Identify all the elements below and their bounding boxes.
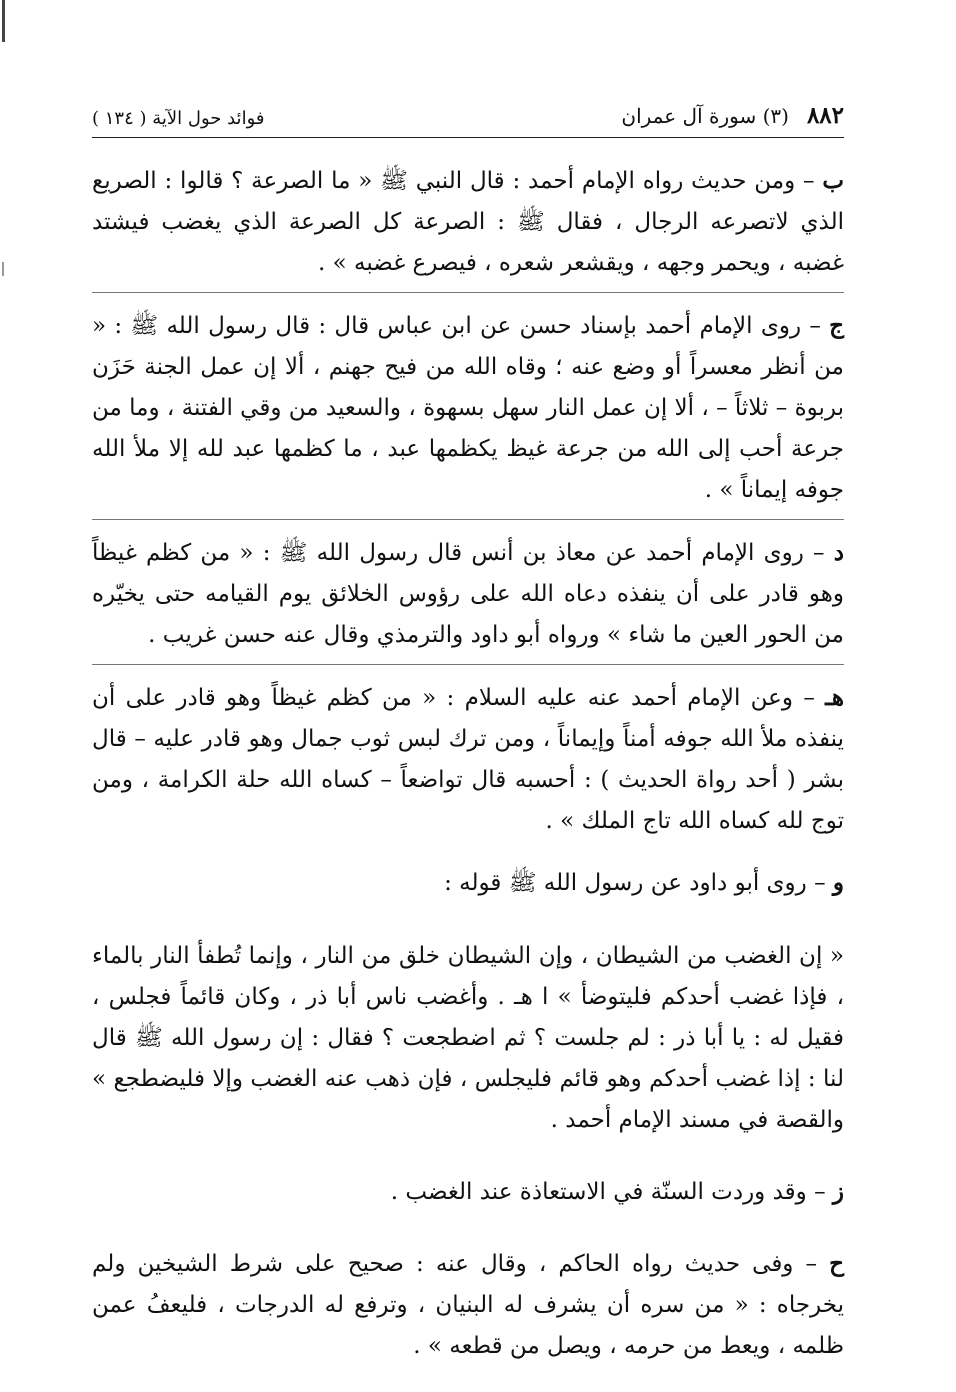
header-right bbox=[621, 102, 844, 129]
paragraph-letter: و bbox=[832, 869, 844, 896]
paragraph-text: – روى أبو داود عن رسول الله ﷺ قوله : bbox=[444, 870, 833, 896]
paragraph-text: – وفى حديث رواه الحاكم ، وقال عنه : صحيح على شرط الشيخين ولم يخرجاه : « من سره أن يشرف له البنيان ، وترفع له الدرجات ، فليعفُ عمن ظلمه ، ويعط من حرمه ، ويصل من قطعه » . bbox=[92, 1251, 844, 1359]
paragraph-letter: ح bbox=[829, 1250, 844, 1277]
paragraph-letter: ج bbox=[829, 312, 844, 339]
paragraph-zay bbox=[92, 1159, 844, 1231]
paragraph-text: – ومن حديث رواه الإمام أحمد : قال النبي ﷺ « ما الصرعة ؟ قالوا : الصريع الذي لاتصرعه الرجال ، فقال ﷺ : الصرعة كل الصرعة الذي يغضب فيشتد غضبه ، ويحمر وجهه ، ويقشعر شعره ، فيصرع غضبه » . bbox=[92, 168, 844, 276]
paragraph-hadith-quote bbox=[92, 924, 844, 1159]
surah-title: (٣) سورة آل عمران bbox=[621, 104, 789, 128]
paragraph-waw bbox=[92, 850, 844, 924]
paragraph-letter: هـ bbox=[825, 684, 844, 711]
scan-edge-mark bbox=[2, 0, 5, 42]
paragraph-letter: ب bbox=[822, 167, 844, 194]
section-title: فوائد حول الآية ( ١٣٤ ) bbox=[92, 108, 265, 129]
paragraph-jim bbox=[92, 293, 844, 520]
paragraph-letter: ز bbox=[832, 1178, 844, 1205]
page-number: ٨٨٢ bbox=[806, 102, 844, 129]
paragraph-ha bbox=[92, 665, 844, 850]
paragraph-text: – روى الإمام أحمد عن معاذ بن أنس قال رسول الله ﷺ : « من كظم غيظاً وهو قادر على أن ينفذه دعاه الله على رؤوس الخلائق يوم القيامه حتى يخيّره من الحور العين ما شاء » ورواه أبو داود والترمذي وقال عنه حسن غريب . bbox=[92, 540, 844, 648]
paragraph-dal bbox=[92, 520, 844, 665]
paragraph-letter: د bbox=[833, 539, 845, 566]
book-page bbox=[92, 96, 844, 1375]
paragraph-haa bbox=[92, 1231, 844, 1375]
paragraph-text: – وعن الإمام أحمد عنه عليه السلام : « من كظم غيظاً وهو قادر على أن ينفذه ملأ الله جوفه أمناً وإيماناً ، ومن ترك لبس ثوب جمال وهو قادر عليه – قال بشر ( أحد رواة الحديث ) : أحسبه قال تواضعاً – كساه الله حلة الكرامة ، ومن توج لله كساه الله تاج الملك » . bbox=[92, 685, 844, 834]
paragraph-ba bbox=[92, 148, 844, 293]
paragraph-text: – وقد وردت السنّة في الاستعاذة عند الغضب . bbox=[390, 1179, 833, 1205]
scan-edge-mark bbox=[2, 262, 4, 276]
paragraph-text: – روى الإمام أحمد بإسناد حسن عن ابن عباس قال : قال رسول الله ﷺ : « من أنظر معسراً أو وضع عنه ؛ وقاه الله من فيح جهنم ، ألا إن عمل الجنة حَزَن بربوة – ثلاثاً – ، ألا إن عمل النار سهل بسهوة ، والسعيد من وقي الفتنة ، وما من جرعة أحب إلى الله من جرعة غيظ يكظمها عبد ، ما كظمها عبد لله إلا ملأ الله جوفه إيماناً » . bbox=[92, 313, 844, 503]
paragraph-text: « إن الغضب من الشيطان ، وإن الشيطان خلق من النار ، وإنما تُطفأ النار بالماء ، فإذا غضب أحدكم فليتوضأ » ا هـ . وأغضب ناس أبا ذر ، وكان قائماً فجلس ، فقيل له : يا أبا ذر : لم جلست ؟ ثم اضطجعت ؟ فقال : إن رسول الله ﷺ قال لنا : إذا غضب أحدكم وهو قائم فليجلس ، فإن ذهب عنه الغضب وإلا فليضطجع » والقصة في مسند الإمام أحمد . bbox=[92, 943, 844, 1133]
page-header bbox=[92, 96, 844, 138]
